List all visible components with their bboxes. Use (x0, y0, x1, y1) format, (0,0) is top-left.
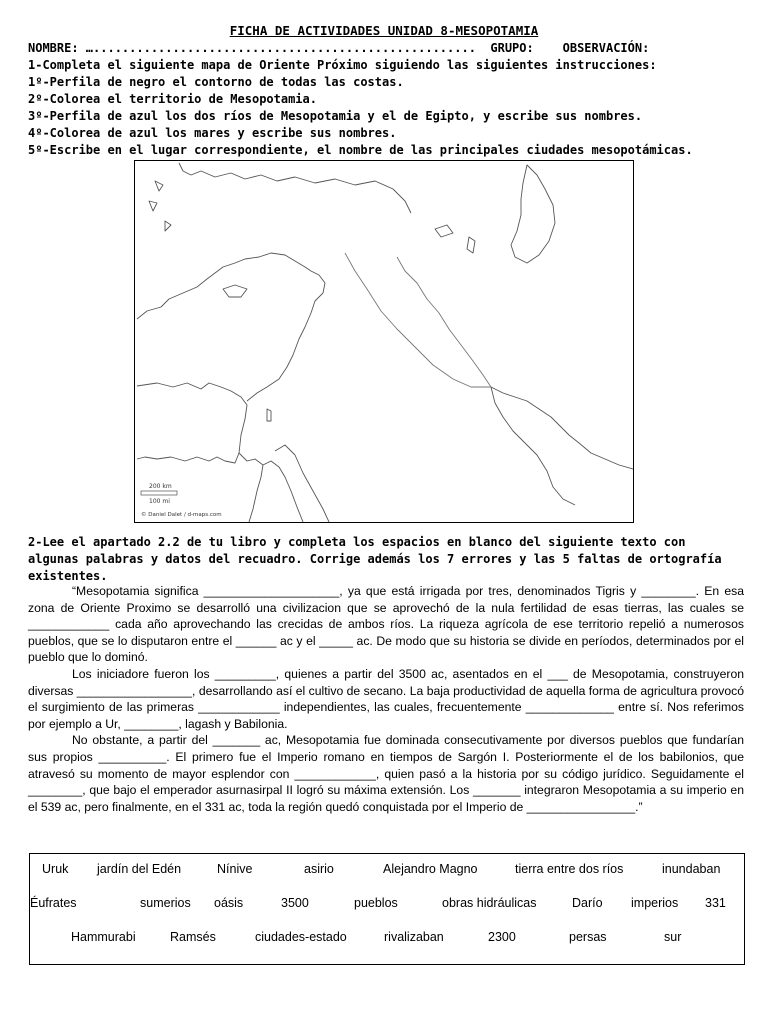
instruction-line: 3º-Perfila de azul los dos ríos de Mesopotamia y el de Egipto, y escribe sus nombres. (28, 109, 643, 123)
word-bank-item: asirio (304, 862, 334, 876)
word-bank-item: jardín del Edén (97, 862, 182, 876)
near-east-blank-map (134, 160, 634, 523)
cyprus (223, 285, 247, 297)
lake-van (435, 225, 453, 237)
instruction-line: 4º-Colorea de azul los mares y escribe sus nombres. (28, 126, 397, 140)
word-bank-item: Éufrates (30, 896, 77, 910)
word-bank-item: Ramsés (170, 930, 216, 944)
map-credit: © Daniel Dalet / d-maps.com (141, 512, 222, 518)
word-bank-item: persas (569, 930, 607, 944)
word-bank-item: 2300 (488, 930, 516, 944)
red-sea-coast (275, 445, 329, 522)
instruction-line: 2º-Colorea el territorio de Mesopotamia. (28, 92, 317, 106)
tigris-river (397, 257, 491, 387)
exercise2-heading: 2-Lee el apartado 2.2 de tu libro y completa los espacios en blanco del siguiente texto con algunas palabras y datos del recuadro. Corrige además los 7 errores y las 5 faltas de ortografía existentes. (28, 535, 722, 583)
nile-delta (239, 453, 263, 522)
lake-urmia (467, 237, 475, 253)
mediterranean-coast (137, 383, 247, 463)
word-bank-item: ciudades-estado (255, 930, 347, 944)
map-scale-bar (141, 491, 177, 495)
word-bank-item: pueblos (354, 896, 398, 910)
word-bank-item: sur (664, 930, 682, 944)
word-bank-item: 3500 (281, 896, 309, 910)
instruction-line: 1-Completa el siguiente mapa de Oriente Próximo siguiendo las siguientes instrucciones: (28, 58, 657, 72)
word-bank-item: rivalizaban (384, 930, 444, 944)
map-drawing (135, 161, 633, 522)
exercise2-text (28, 583, 744, 815)
instruction-line: 1º-Perfila de negro el contorno de todas las costas. (28, 75, 404, 89)
worksheet-title: FICHA DE ACTIVIDADES UNIDAD 8-MESOPOTAMIA (229, 23, 539, 38)
word-bank-box (29, 853, 745, 965)
word-bank-item: Alejandro Magno (383, 862, 478, 876)
paragraph: No obstante, a partir del _______ ac, Mesopotamia fue dominada consecutivamente por diversos pueblos que fundarían sus propios __________. El primero fue el Imperio romano en tiempos de Sargón I. Posteriormente el de los babilonios, que atravesó su momento de mayor esplendor con ____________, quien pasó a la historia por su código jurídico. Seguidamente el ________, que bajo el emperador asurnasirpal II logró su máxima extensión. Los _______ integraron Mesopotamia a su imperio en el 539 ac, pero finalmente, en el 331 ac, toda la región quedó conquistada por el Imperio de ________________.” (28, 733, 744, 814)
aegean-islands (149, 181, 171, 231)
word-bank-item: inundaban (662, 862, 721, 876)
instruction-line: 5º-Escribe en el lugar correspondiente, el nombre de las principales ciudades mesopotámicas. (28, 143, 693, 157)
word-bank-item: obras hidráulicas (442, 896, 537, 910)
paragraph: “Mesopotamia significa ____________________, ya que está irrigada por tres, denominados Tigris y ________. En esa zona de Oriente Proximo se desarrolló una civilizacion que se aprovechó de la nula fertilidad de esas tierras, las cuales se ____________ cada año aprovechando las crecidas de ambos ríos. La riqueza agrícola de ese territorio repelió a numerosos pueblos, que se lo disputaron entre el ______ ac y el _____ ac. De modo que su historia se divide en períodos, determinados por el pueblo que lo dominó. (28, 584, 744, 665)
sinai-gulf (263, 461, 303, 522)
map-scale-km: 200 km (149, 483, 172, 490)
word-bank-item: Hammurabi (71, 930, 136, 944)
map-scale-mi: 100 mi (149, 498, 170, 505)
anatolia-south-coast (137, 253, 325, 401)
paragraph: Los iniciadore fueron los _________, quienes a partir del 3500 ac, asentados en el ___ de Mesopotamia, construyeron diversas _________________, desarrollando así el cultivo de secano. La baja productividad de aquella forma de agricultura provocó el surgimiento de las primeras ____________ independientes, las cuales, frecuentemente _____________ entre sí. Nos referimos por ejemplo a Ur, ________, lagash y Babilonia. (28, 666, 744, 731)
dead-sea (267, 409, 271, 421)
name-group-line: NOMBRE: …..................................................... GRUPO: OBSERVACIÓN: (28, 41, 650, 55)
word-bank-item: Nínive (217, 862, 253, 876)
word-bank-item: Darío (572, 896, 603, 910)
euphrates-river (345, 253, 491, 387)
word-bank-item: 331 (705, 896, 726, 910)
word-bank-item: imperios (631, 896, 679, 910)
word-bank-item: sumerios (140, 896, 191, 910)
black-sea-coast (179, 163, 411, 213)
caspian-coast (511, 165, 555, 263)
word-bank-item: tierra entre dos ríos (515, 862, 624, 876)
word-bank-item: Uruk (42, 862, 69, 876)
word-bank-item: oásis (214, 896, 244, 910)
persian-gulf-coast (491, 387, 633, 469)
